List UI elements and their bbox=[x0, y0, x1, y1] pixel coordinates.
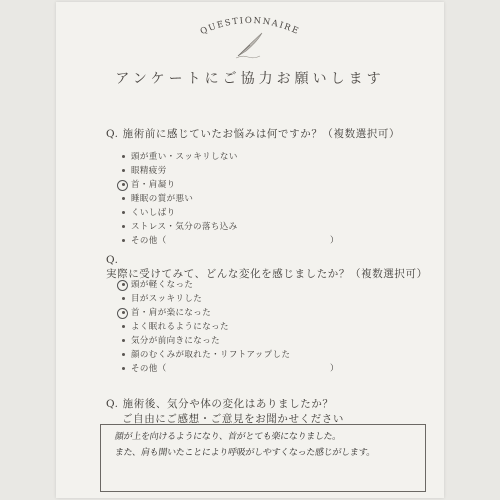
option-item[interactable] bbox=[120, 206, 238, 220]
question-2 bbox=[106, 254, 444, 281]
option-item[interactable] bbox=[120, 220, 238, 234]
option-item[interactable] bbox=[120, 320, 290, 334]
q3-line1: 施術後、気分や体の変化はありましたか？ bbox=[122, 398, 334, 410]
option-item[interactable] bbox=[120, 348, 290, 362]
bullet-dot-icon bbox=[122, 211, 125, 214]
selection-circle-mark bbox=[117, 308, 128, 319]
bullet-dot-icon bbox=[122, 367, 125, 370]
bullet-dot-icon bbox=[122, 297, 125, 300]
q2-options bbox=[120, 278, 339, 376]
option-item[interactable] bbox=[120, 234, 339, 248]
bullet-dot-icon bbox=[122, 225, 125, 228]
selection-circle-mark bbox=[117, 280, 128, 291]
option-label: ストレス・気分の落ち込み bbox=[131, 222, 238, 232]
bullet-dot-icon bbox=[122, 239, 125, 242]
option-item[interactable] bbox=[120, 292, 290, 306]
questionnaire-sheet bbox=[56, 2, 444, 498]
q1-options bbox=[120, 150, 339, 248]
page-title: アンケートにご協力お願いします bbox=[115, 71, 385, 87]
option-item[interactable] bbox=[120, 278, 290, 292]
question-3 bbox=[106, 396, 334, 411]
bullet-dot-icon bbox=[122, 339, 125, 342]
question-1 bbox=[106, 126, 400, 141]
bullet-dot-icon bbox=[122, 353, 125, 356]
option-item[interactable] bbox=[120, 306, 290, 320]
option-item[interactable] bbox=[120, 178, 238, 192]
option-label: 顔のむくみが取れた・リフトアップした bbox=[131, 350, 291, 360]
bullet-dot-icon bbox=[122, 197, 125, 200]
option-item[interactable] bbox=[120, 192, 238, 206]
selection-circle-mark bbox=[117, 180, 128, 191]
q2-mark: Q. bbox=[106, 254, 119, 266]
option-label: 眼精疲労 bbox=[131, 166, 167, 176]
q2-text: 実際に受けてみて、どんな変化を感じましたか？（複数選択可） bbox=[106, 268, 428, 280]
option-label: よく眠れるようになった bbox=[131, 322, 229, 332]
handwritten-line-1: 顔が上を向けるようになり、首がとても楽になりました。 bbox=[114, 432, 342, 442]
q1-mark: Q. bbox=[106, 128, 119, 140]
option-label: その他（ bbox=[131, 364, 167, 374]
other-close-paren: ） bbox=[330, 364, 339, 374]
bullet-dot-icon bbox=[122, 155, 125, 158]
q1-text: 施術前に感じていたお悩みは何ですか？（複数選択可） bbox=[122, 128, 401, 140]
option-item[interactable] bbox=[120, 362, 339, 376]
option-item[interactable] bbox=[120, 334, 290, 348]
q3-mark: Q. bbox=[106, 398, 119, 410]
option-label: 頭が重い・スッキリしない bbox=[131, 152, 238, 162]
option-label: 気分が前向きになった bbox=[131, 336, 221, 346]
quill-pen-icon bbox=[234, 30, 266, 60]
other-close-paren: ） bbox=[330, 236, 339, 246]
bullet-dot-icon bbox=[122, 325, 125, 328]
option-label: くいしばり bbox=[131, 208, 176, 218]
bullet-dot-icon bbox=[122, 169, 125, 172]
option-item[interactable] bbox=[120, 150, 238, 164]
handwritten-line-2: また、肩も開いたことにより呼吸がしやすくなった感じがします。 bbox=[114, 448, 376, 458]
option-label: その他（ bbox=[131, 236, 167, 246]
option-label: 頭が軽くなった bbox=[131, 280, 194, 290]
arc-text: QUESTIONNAIRE bbox=[198, 15, 302, 38]
free-comment-box[interactable] bbox=[100, 424, 426, 492]
option-item[interactable] bbox=[120, 164, 238, 178]
option-label: 首・肩凝り bbox=[131, 180, 176, 190]
option-label: 睡眠の質が悪い bbox=[131, 194, 194, 204]
option-label: 目がスッキリした bbox=[131, 294, 203, 304]
option-label: 首・肩が楽になった bbox=[131, 308, 212, 318]
q3-line2: ご自由にご感想・ご意見をお聞かせください bbox=[122, 413, 344, 425]
